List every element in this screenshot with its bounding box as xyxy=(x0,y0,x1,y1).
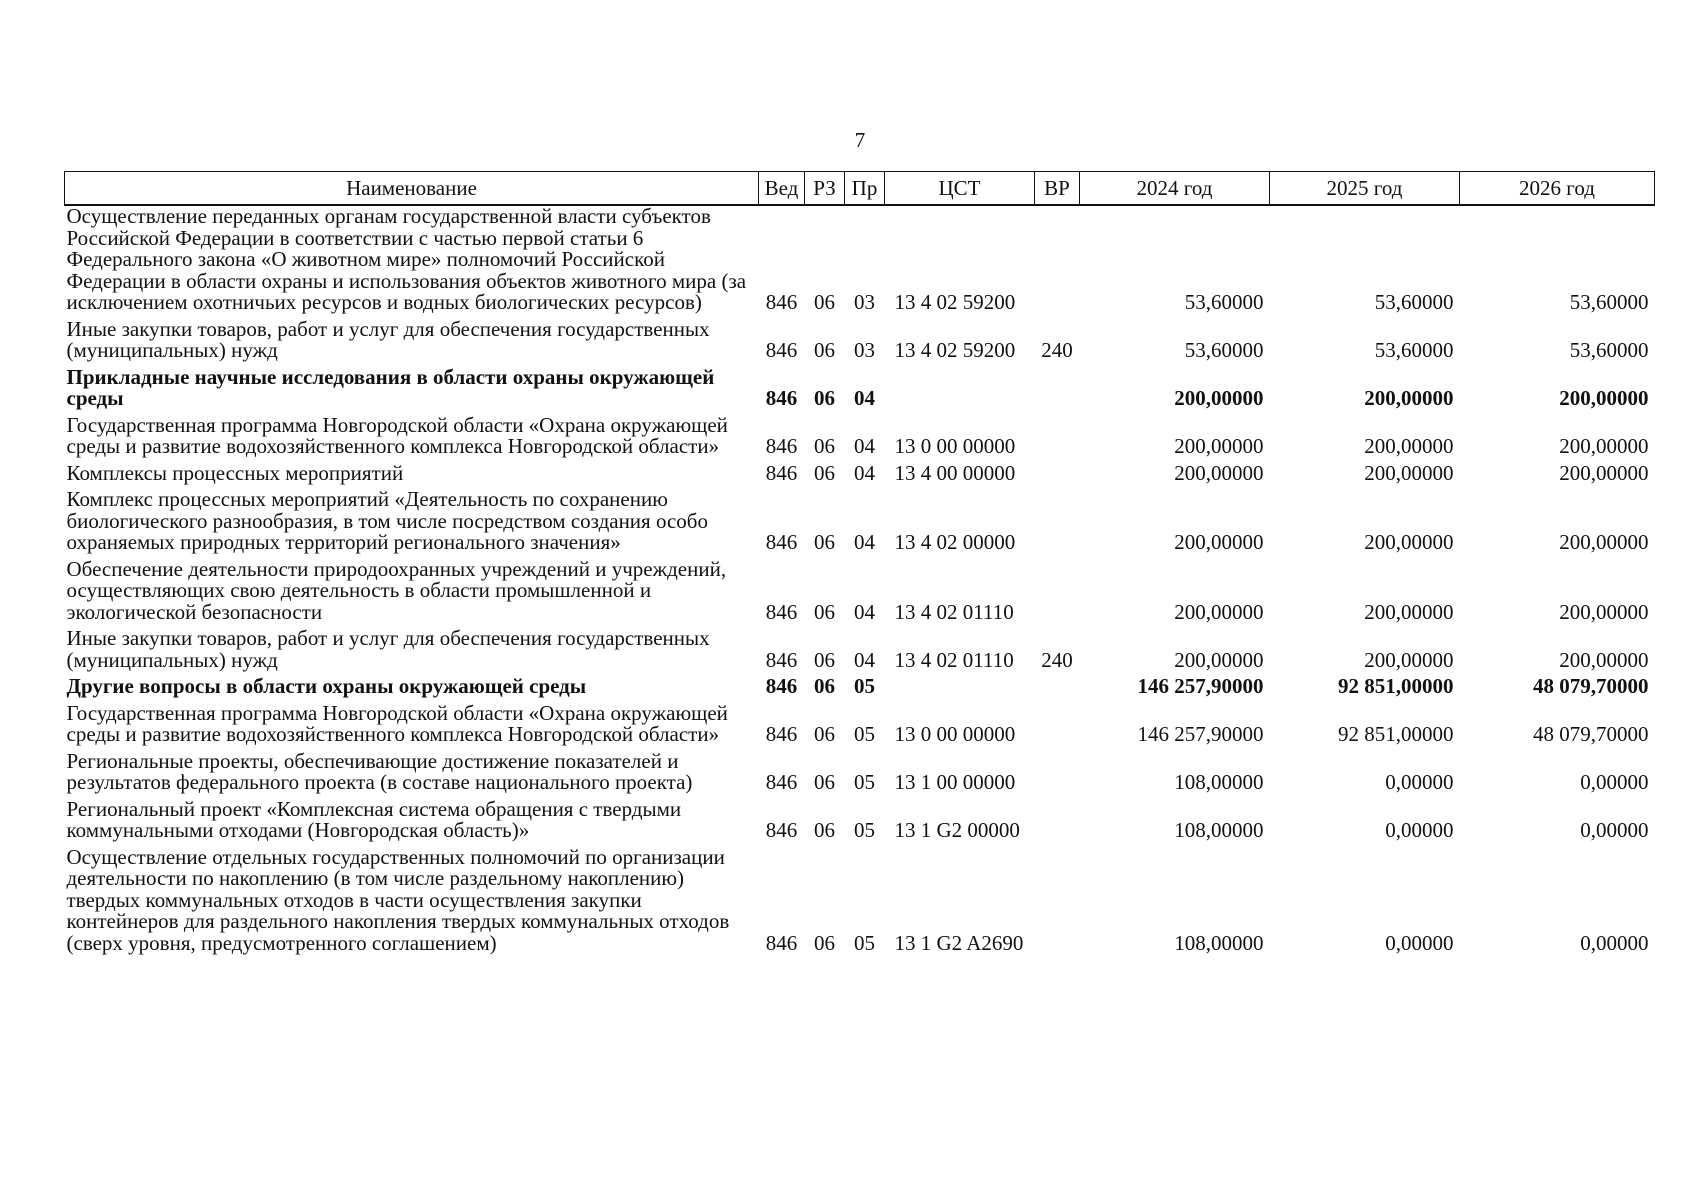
row-2025: 200,00000 xyxy=(1364,434,1454,458)
row-ved: 846 xyxy=(765,818,798,842)
row-2026: 0,00000 xyxy=(1580,818,1649,842)
row-rz: 06 xyxy=(814,460,835,485)
header-2024: 2024 год xyxy=(1080,172,1270,206)
row-2024: 53,60000 xyxy=(1184,338,1264,362)
header-ved: Вед xyxy=(759,172,805,206)
row-vr xyxy=(1035,751,1080,799)
row-name: Иные закупки товаров, работ и услуг для обеспечения государственных (муниципальных) нужд xyxy=(66,626,710,672)
row-2024: 108,00000 xyxy=(1174,770,1264,794)
row-rz: 06 xyxy=(814,338,835,362)
row-ved: 846 xyxy=(765,386,798,410)
row-2024: 200,00000 xyxy=(1174,434,1264,458)
row-2024: 146 257,90000 xyxy=(1137,722,1264,746)
row-ved: 846 xyxy=(765,290,798,314)
row-2025: 200,00000 xyxy=(1364,647,1454,672)
row-2026: 48 079,70000 xyxy=(1533,674,1649,698)
row-rz: 06 xyxy=(814,647,835,672)
page-number: 7 xyxy=(854,128,866,152)
row-2024: 200,00000 xyxy=(1174,460,1264,485)
row-vr xyxy=(1035,676,1080,703)
header-vr: ВР xyxy=(1035,172,1080,206)
row-2025: 0,00000 xyxy=(1385,930,1454,955)
table-row xyxy=(65,751,1655,799)
row-2026: 200,00000 xyxy=(1559,530,1649,554)
row-pr: 05 xyxy=(854,930,875,955)
row-2024: 200,00000 xyxy=(1174,386,1264,410)
row-2024: 108,00000 xyxy=(1174,818,1264,842)
row-2024: 108,00000 xyxy=(1174,930,1264,955)
row-rz: 06 xyxy=(814,818,835,842)
row-rz: 06 xyxy=(814,599,835,624)
row-name: Обеспечение деятельности природоохранных учреждений и учреждений, осуществляющих свою деятельность в области промышленной и экологической безопасности xyxy=(66,556,727,624)
row-ved: 846 xyxy=(765,770,798,794)
row-pr: 05 xyxy=(854,722,875,746)
row-pr: 04 xyxy=(854,460,875,485)
table-row xyxy=(65,489,1655,559)
row-cst: 13 4 00 00000 xyxy=(894,460,1016,485)
row-pr: 05 xyxy=(854,818,875,842)
row-2026: 53,60000 xyxy=(1569,338,1649,362)
row-vr xyxy=(1035,703,1080,751)
row-2025: 200,00000 xyxy=(1364,599,1454,624)
table-row xyxy=(65,463,1655,490)
row-2026: 53,60000 xyxy=(1569,290,1649,314)
row-ved: 846 xyxy=(765,338,798,362)
table-row xyxy=(65,319,1655,367)
table-row xyxy=(65,703,1655,751)
table-header-row xyxy=(65,172,1655,206)
row-cst: 13 0 00 00000 xyxy=(894,434,1016,458)
row-2026: 200,00000 xyxy=(1559,434,1649,458)
row-2024: 53,60000 xyxy=(1184,290,1264,314)
row-rz: 06 xyxy=(814,434,835,458)
row-cst: 13 4 02 00000 xyxy=(894,530,1016,554)
row-2025: 200,00000 xyxy=(1364,530,1454,554)
row-name: Иные закупки товаров, работ и услуг для обеспечения государственных (муниципальных) нужд xyxy=(66,316,710,362)
row-name: Комплексы процессных мероприятий xyxy=(66,460,404,485)
row-ved: 846 xyxy=(765,647,798,672)
header-rz: РЗ xyxy=(805,172,845,206)
row-name: Государственная программа Новгородской области «Охрана окружающей среды и развитие водохозяйственного комплекса Новгородской области» xyxy=(66,412,728,458)
table-row xyxy=(65,628,1655,676)
row-cst xyxy=(885,367,1035,415)
row-pr: 04 xyxy=(854,434,875,458)
table-row-section xyxy=(65,367,1655,415)
row-2026: 200,00000 xyxy=(1559,460,1649,485)
row-ved: 846 xyxy=(765,674,798,698)
row-2026: 200,00000 xyxy=(1559,599,1649,624)
row-vr xyxy=(1035,847,1080,960)
row-vr xyxy=(1035,367,1080,415)
row-2025: 53,60000 xyxy=(1374,290,1454,314)
row-cst: 13 4 02 01110 xyxy=(894,647,1014,672)
row-ved: 846 xyxy=(765,530,798,554)
row-2026: 0,00000 xyxy=(1580,770,1649,794)
row-vr: 240 xyxy=(1041,338,1073,362)
row-name: Прикладные научные исследования в области охраны окружающей среды xyxy=(66,364,715,410)
row-rz: 06 xyxy=(814,770,835,794)
row-pr: 05 xyxy=(854,770,875,794)
row-rz: 06 xyxy=(814,290,835,314)
row-rz: 06 xyxy=(814,674,835,698)
table-row xyxy=(65,847,1655,960)
row-vr xyxy=(1035,205,1080,319)
row-2025: 0,00000 xyxy=(1385,770,1454,794)
row-cst: 13 4 02 59200 xyxy=(894,338,1016,362)
row-cst: 13 1 G2 A2690 xyxy=(894,930,1024,955)
row-vr: 240 xyxy=(1041,647,1073,672)
header-pr: Пр xyxy=(845,172,885,206)
budget-table xyxy=(64,171,1655,959)
row-pr: 04 xyxy=(854,599,875,624)
row-vr xyxy=(1035,559,1080,629)
row-cst: 13 1 00 00000 xyxy=(894,770,1016,794)
row-2026: 48 079,70000 xyxy=(1533,722,1649,746)
row-ved: 846 xyxy=(765,930,798,955)
row-rz: 06 xyxy=(814,930,835,955)
row-cst: 13 4 02 01110 xyxy=(894,599,1014,624)
row-pr: 04 xyxy=(854,647,875,672)
header-2025: 2025 год xyxy=(1270,172,1460,206)
row-pr: 03 xyxy=(854,290,875,314)
row-2025: 200,00000 xyxy=(1364,386,1454,410)
header-2026: 2026 год xyxy=(1460,172,1655,206)
row-rz: 06 xyxy=(814,530,835,554)
table-row xyxy=(65,415,1655,463)
row-name: Комплекс процессных мероприятий «Деятельность по сохранению биологического разнообразия, в том числе посредством создания особо охраняемых природных территорий регионального значения» xyxy=(66,487,708,554)
row-2026: 0,00000 xyxy=(1580,930,1649,955)
row-ved: 846 xyxy=(765,460,798,485)
row-2025: 53,60000 xyxy=(1374,338,1454,362)
row-cst: 13 0 00 00000 xyxy=(894,722,1016,746)
row-pr: 04 xyxy=(854,386,875,410)
row-2026: 200,00000 xyxy=(1559,386,1649,410)
row-cst: 13 4 02 59200 xyxy=(894,290,1016,314)
row-2026: 200,00000 xyxy=(1559,647,1649,672)
row-2025: 92 851,00000 xyxy=(1338,722,1454,746)
row-vr xyxy=(1035,415,1080,463)
header-cst: ЦСТ xyxy=(885,172,1035,206)
row-name: Региональные проекты, обеспечивающие достижение показателей и результатов федерального проекта (в составе национального проекта) xyxy=(66,748,693,794)
row-rz: 06 xyxy=(814,722,835,746)
row-2024: 200,00000 xyxy=(1174,599,1264,624)
table-row xyxy=(65,205,1655,319)
row-pr: 05 xyxy=(854,674,875,698)
row-pr: 03 xyxy=(854,338,875,362)
row-ved: 846 xyxy=(765,722,798,746)
table-row xyxy=(65,799,1655,847)
row-2024: 200,00000 xyxy=(1174,647,1264,672)
row-pr: 04 xyxy=(854,530,875,554)
row-name: Другие вопросы в области охраны окружающей среды xyxy=(66,674,587,698)
row-2024: 200,00000 xyxy=(1174,530,1264,554)
header-name: Наименование xyxy=(65,172,759,206)
row-vr xyxy=(1035,463,1080,490)
row-rz: 06 xyxy=(814,386,835,410)
row-cst: 13 1 G2 00000 xyxy=(894,818,1020,842)
row-name: Осуществление переданных органам государственной власти субъектов Российской Федерации в соответствии с частью первой статьи 6 Федерального закона «О животном мире» полномочий Российской Федерации в области охраны и использования объектов животного мира (за исключением охотничьих ресурсов и водных биологических ресурсов) xyxy=(66,204,747,314)
row-name: Региональный проект «Комплексная система обращения с твердыми коммунальными отходами (Новгородская область)» xyxy=(66,796,682,842)
table-row xyxy=(65,559,1655,629)
row-vr xyxy=(1035,799,1080,847)
row-2025: 0,00000 xyxy=(1385,818,1454,842)
row-ved: 846 xyxy=(765,434,798,458)
row-2025: 92 851,00000 xyxy=(1338,674,1454,698)
row-ved: 846 xyxy=(765,599,798,624)
row-cst xyxy=(885,676,1035,703)
row-2024: 146 257,90000 xyxy=(1137,674,1264,698)
row-vr xyxy=(1035,489,1080,559)
row-name: Осуществление отдельных государственных полномочий по организации деятельности по накоплению (в том числе раздельному накоплению) твердых коммунальных отходов в части осуществления закупки контейнеров для раздельного накопления твердых коммунальных отходов (сверх уровня, предусмотренного соглашением) xyxy=(66,844,730,955)
row-name: Государственная программа Новгородской области «Охрана окружающей среды и развитие водохозяйственного комплекса Новгородской области» xyxy=(66,700,728,746)
table-row-section xyxy=(65,676,1655,703)
row-2025: 200,00000 xyxy=(1364,460,1454,485)
